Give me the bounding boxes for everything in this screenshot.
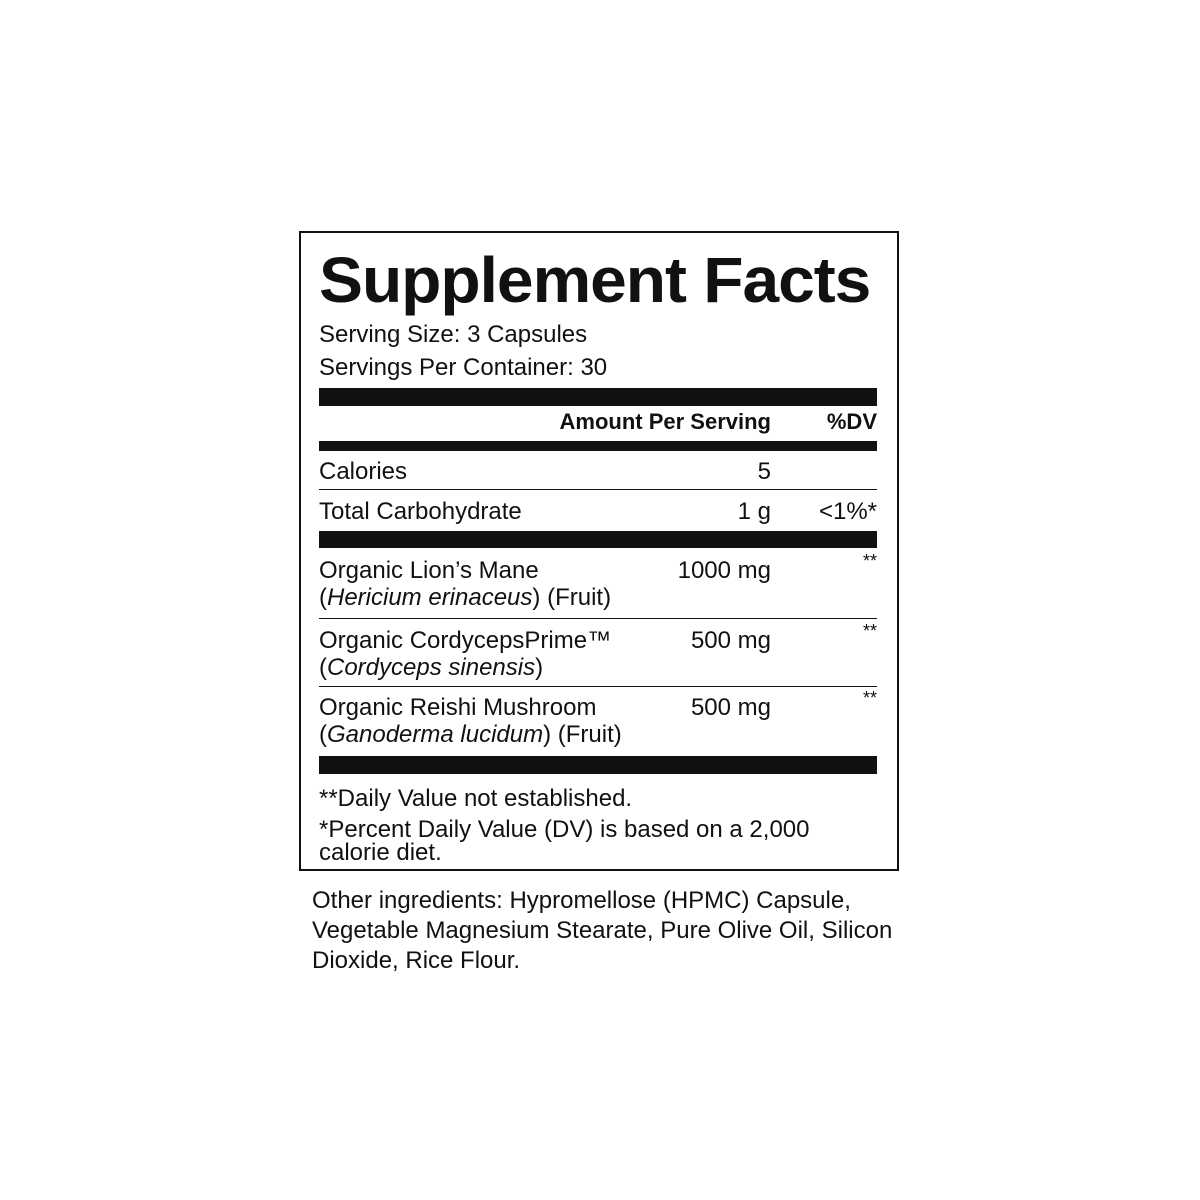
- ingredient-part: (Fruit): [551, 721, 622, 748]
- ingredient-name: Organic CordycepsPrime™: [319, 627, 612, 654]
- nutrient-name: Calories: [319, 458, 408, 485]
- thick-divider: [319, 756, 877, 774]
- row-divider: [319, 618, 877, 619]
- row-divider: [319, 686, 877, 687]
- supplement-facts-panel: [299, 231, 899, 871]
- ingredient-part: (Fruit): [540, 584, 612, 611]
- nutrient-name: Total Carbohydrate: [319, 498, 522, 525]
- other-ingredients: Other ingredients: Hypromellose (HPMC) Capsule, Vegetable Magnesium Stearate, Pure Olive Oil, Silicon Dioxide, Rice Flour.: [312, 887, 893, 974]
- nutrient-dv: <1%*: [818, 498, 877, 525]
- footnote-percent-dv-line1: *Percent Daily Value (DV) is based on a 2,000: [319, 816, 810, 843]
- ingredient-name-block: [319, 627, 611, 681]
- ingredient-name: Organic Lion’s Mane: [319, 557, 539, 584]
- ingredient-name-block: [319, 557, 611, 611]
- dv-header: %DV: [826, 409, 877, 434]
- ingredient-latin-line: (Hericium erinaceus) (Fruit): [319, 584, 612, 611]
- ingredient-amount: 1000 mg: [677, 557, 771, 584]
- ingredient-latin: Cordyceps sinensis: [327, 654, 536, 681]
- footnote-dv-not-established: **Daily Value not established.: [319, 785, 633, 812]
- amount-per-serving-header: Amount Per Serving: [559, 409, 771, 434]
- nutrient-amount: 5: [757, 458, 771, 485]
- column-header: [319, 409, 877, 439]
- ingredient-dv: **: [862, 621, 877, 641]
- ingredient-latin-line: (Cordyceps sinensis): [319, 654, 544, 681]
- ingredient-dv: **: [862, 688, 877, 708]
- footnote-percent-dv-line2: calorie diet.: [319, 839, 442, 866]
- medium-divider: [319, 441, 877, 451]
- ingredient-latin-line: (Ganoderma lucidum) (Fruit): [319, 721, 622, 748]
- ingredient-name-block: [319, 694, 622, 748]
- servings-per-container: Servings Per Container: 30: [319, 354, 608, 381]
- ingredient-dv: **: [862, 551, 877, 571]
- serving-size: Serving Size: 3 Capsules: [319, 321, 588, 348]
- thick-divider: [319, 388, 877, 406]
- ingredient-amount: 500 mg: [690, 627, 771, 654]
- thick-divider: [319, 531, 877, 548]
- ingredient-amount: 500 mg: [690, 694, 771, 721]
- ingredient-name: Organic Reishi Mushroom: [319, 694, 597, 721]
- nutrient-amount: 1 g: [737, 498, 771, 525]
- panel-title: Supplement Facts: [319, 244, 871, 316]
- ingredient-latin: Ganoderma lucidum: [327, 721, 544, 748]
- row-divider: [319, 489, 877, 490]
- ingredient-latin: Hericium erinaceus: [327, 584, 533, 611]
